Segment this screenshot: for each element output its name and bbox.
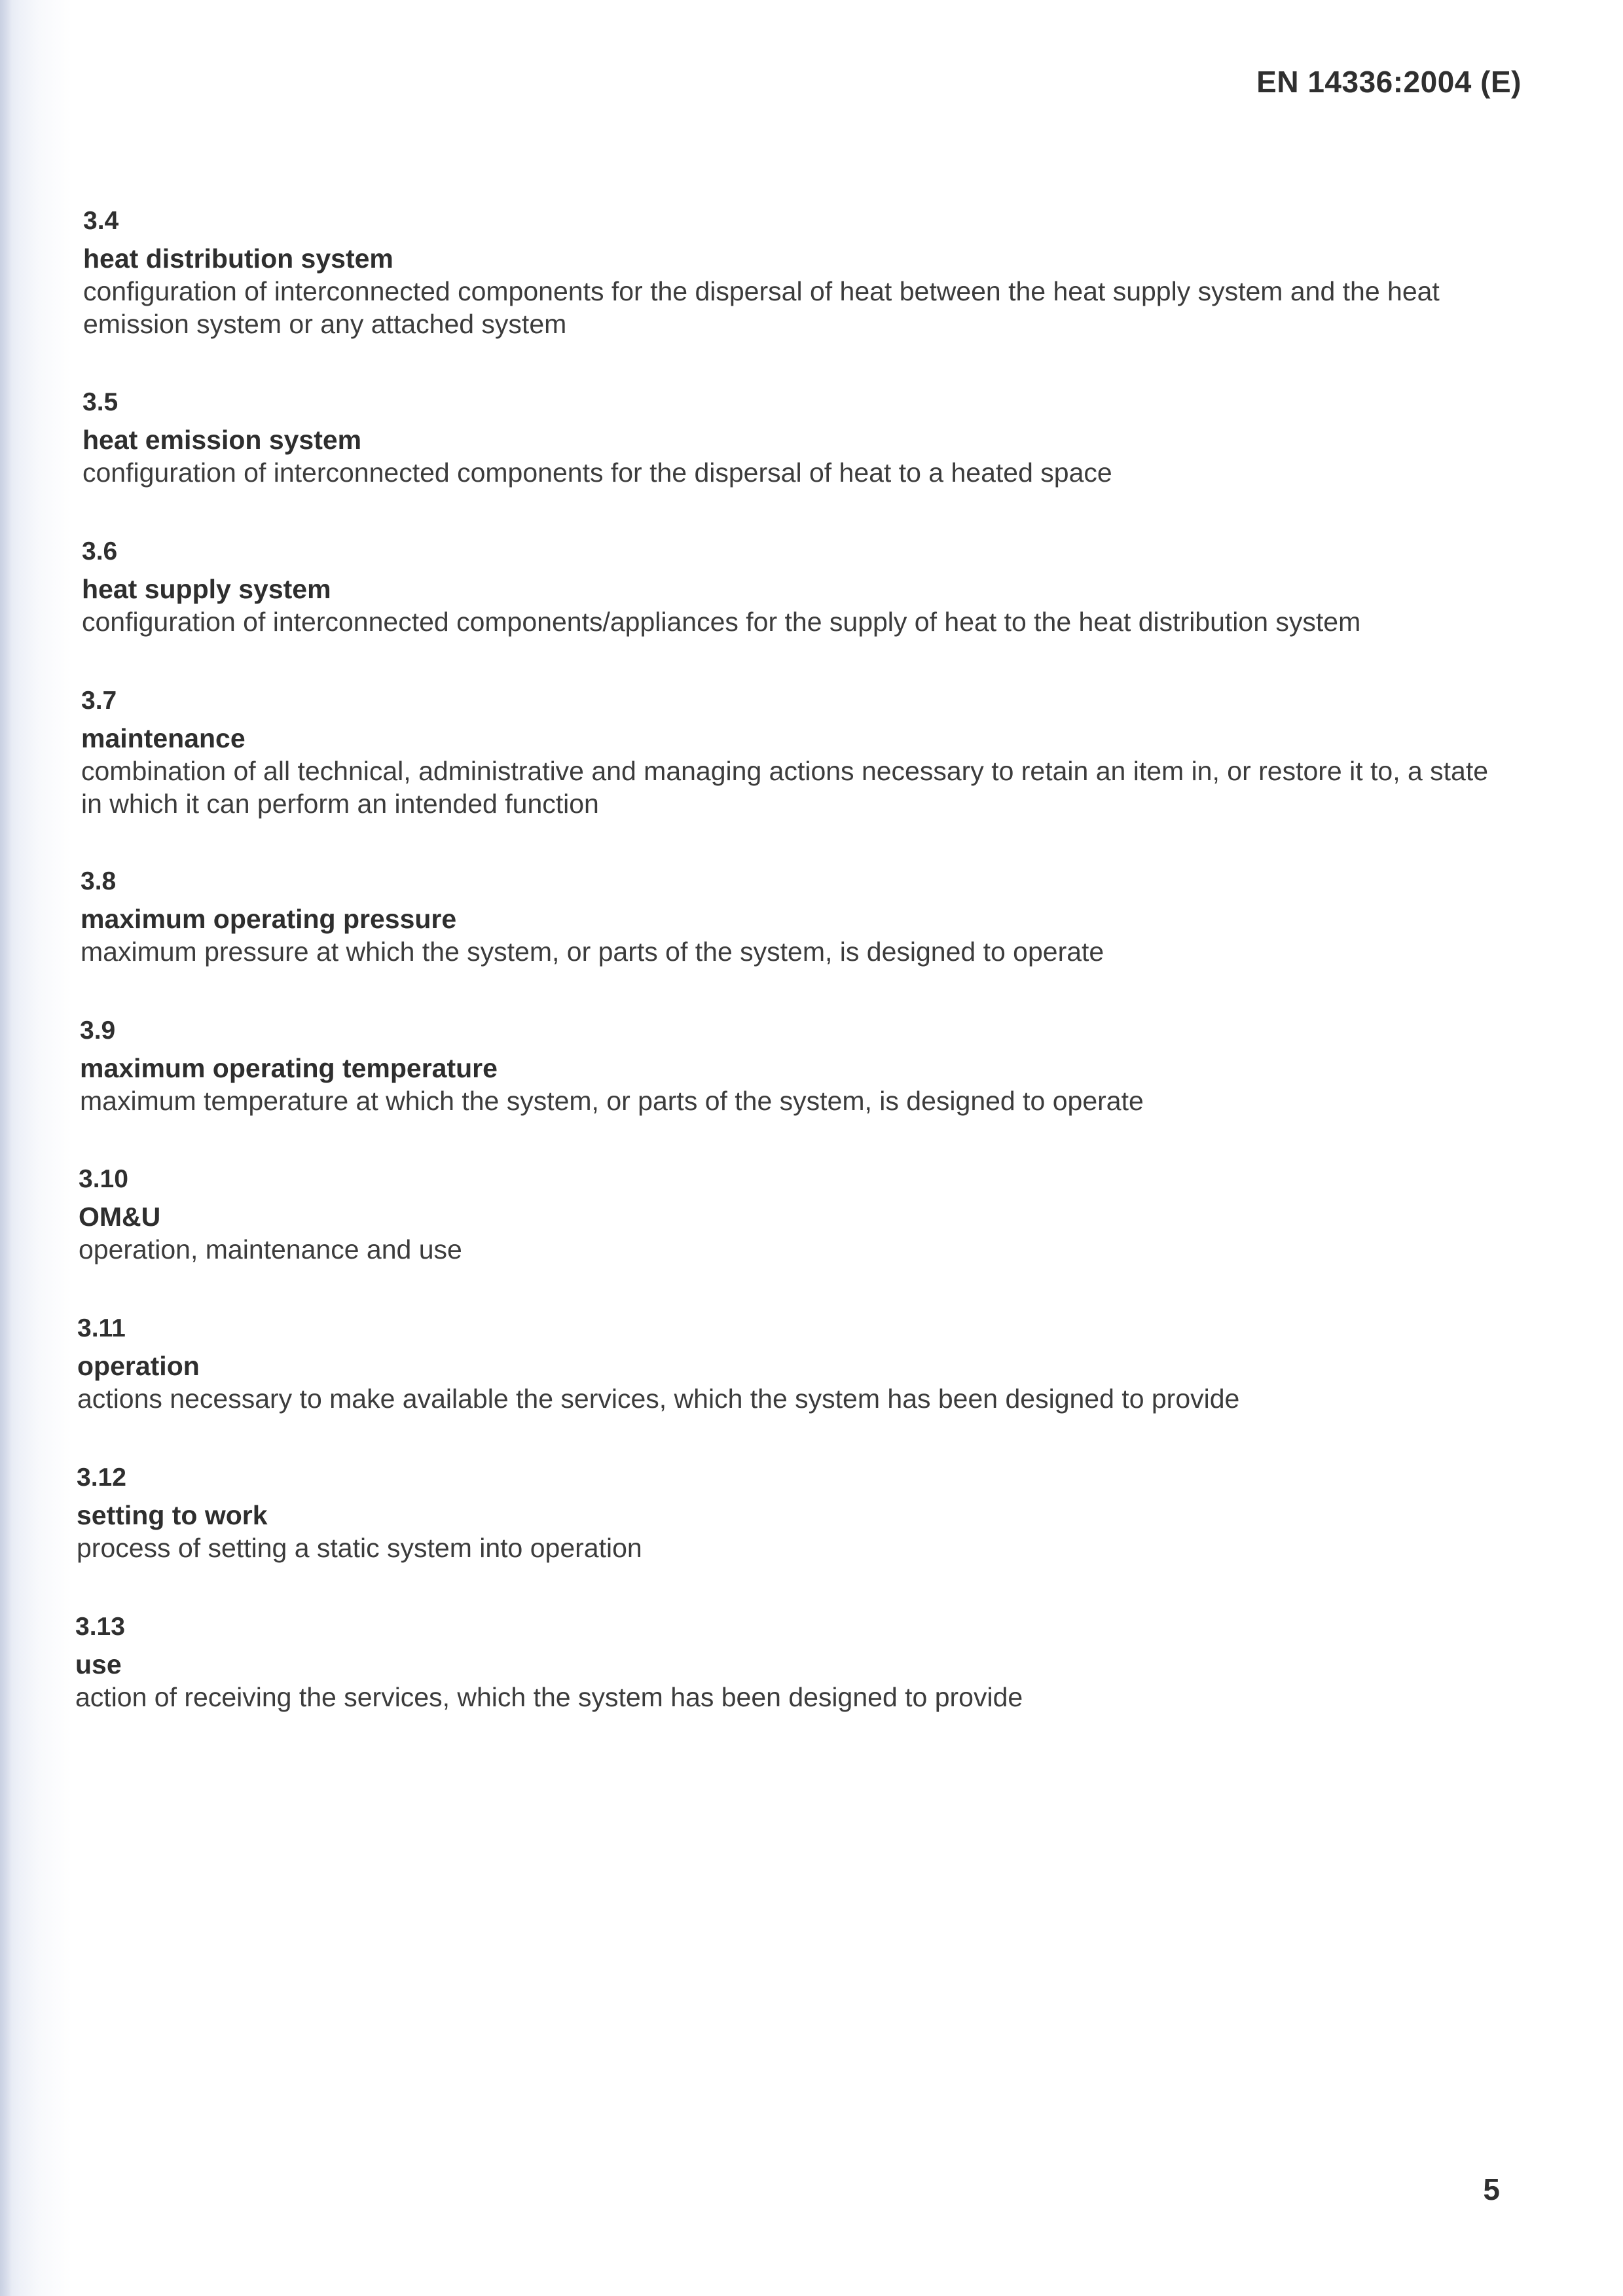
term-title: operation [77,1351,200,1381]
term-number: 3.11 [77,1314,126,1342]
term-title: maintenance [81,723,246,753]
term-number: 3.12 [77,1463,126,1492]
term-definition: actions necessary to make available the services, which the system has been designed to provide [77,1384,1240,1414]
term-3-11 [77,1308,1518,1415]
term-title: heat distribution system [83,243,393,274]
term-number: 3.10 [79,1165,128,1193]
term-title: maximum operating temperature [80,1053,498,1083]
term-definition: combination of all technical, administrative and managing actions necessary to retain an item in, or restore it to, a state in which it can perform an intended function [81,756,1489,819]
term-definition: maximum temperature at which the system, or parts of the system, is designed to operate [80,1086,1144,1116]
term-definition: maximum pressure at which the system, or parts of the system, is designed to operate [81,937,1104,967]
term-definition: configuration of interconnected components for the dispersal of heat to a heated space [82,457,1112,488]
term-definition: operation, maintenance and use [79,1234,462,1265]
term-title: heat supply system [82,574,331,604]
term-number: 3.7 [81,687,117,715]
term-definition: configuration of interconnected components for the dispersal of heat between the heat supply system and the heat emission system or any attached system [83,276,1440,339]
term-number: 3.4 [83,207,119,235]
term-definition: action of receiving the services, which the system has been designed to provide [75,1682,1023,1712]
term-3-9 [80,1010,1520,1117]
term-3-8 [81,861,1521,968]
term-number: 3.6 [82,537,118,565]
term-number: 3.9 [80,1016,116,1045]
scan-shadow-edge [0,0,12,2296]
term-3-7 [81,680,1522,820]
term-3-10 [79,1158,1519,1266]
term-definition: configuration of interconnected components/appliances for the supply of heat to the heat distribution system [82,607,1361,637]
document-id-header: EN 14336:2004 (E) [1256,65,1522,99]
term-number: 3.8 [81,867,117,895]
term-definition: process of setting a static system into operation [77,1533,642,1563]
page-number: 5 [1483,2172,1500,2206]
term-title: OM&U [79,1202,161,1232]
term-title: heat emission system [82,425,362,455]
term-title: use [75,1649,122,1679]
term-3-5 [82,382,1523,489]
term-number: 3.13 [75,1613,125,1641]
term-3-13 [75,1606,1516,1713]
term-3-6 [82,531,1522,638]
term-3-12 [77,1457,1517,1564]
term-title: maximum operating pressure [81,904,457,934]
term-number: 3.5 [82,388,119,416]
term-3-4 [83,200,1523,340]
term-title: setting to work [77,1500,268,1530]
